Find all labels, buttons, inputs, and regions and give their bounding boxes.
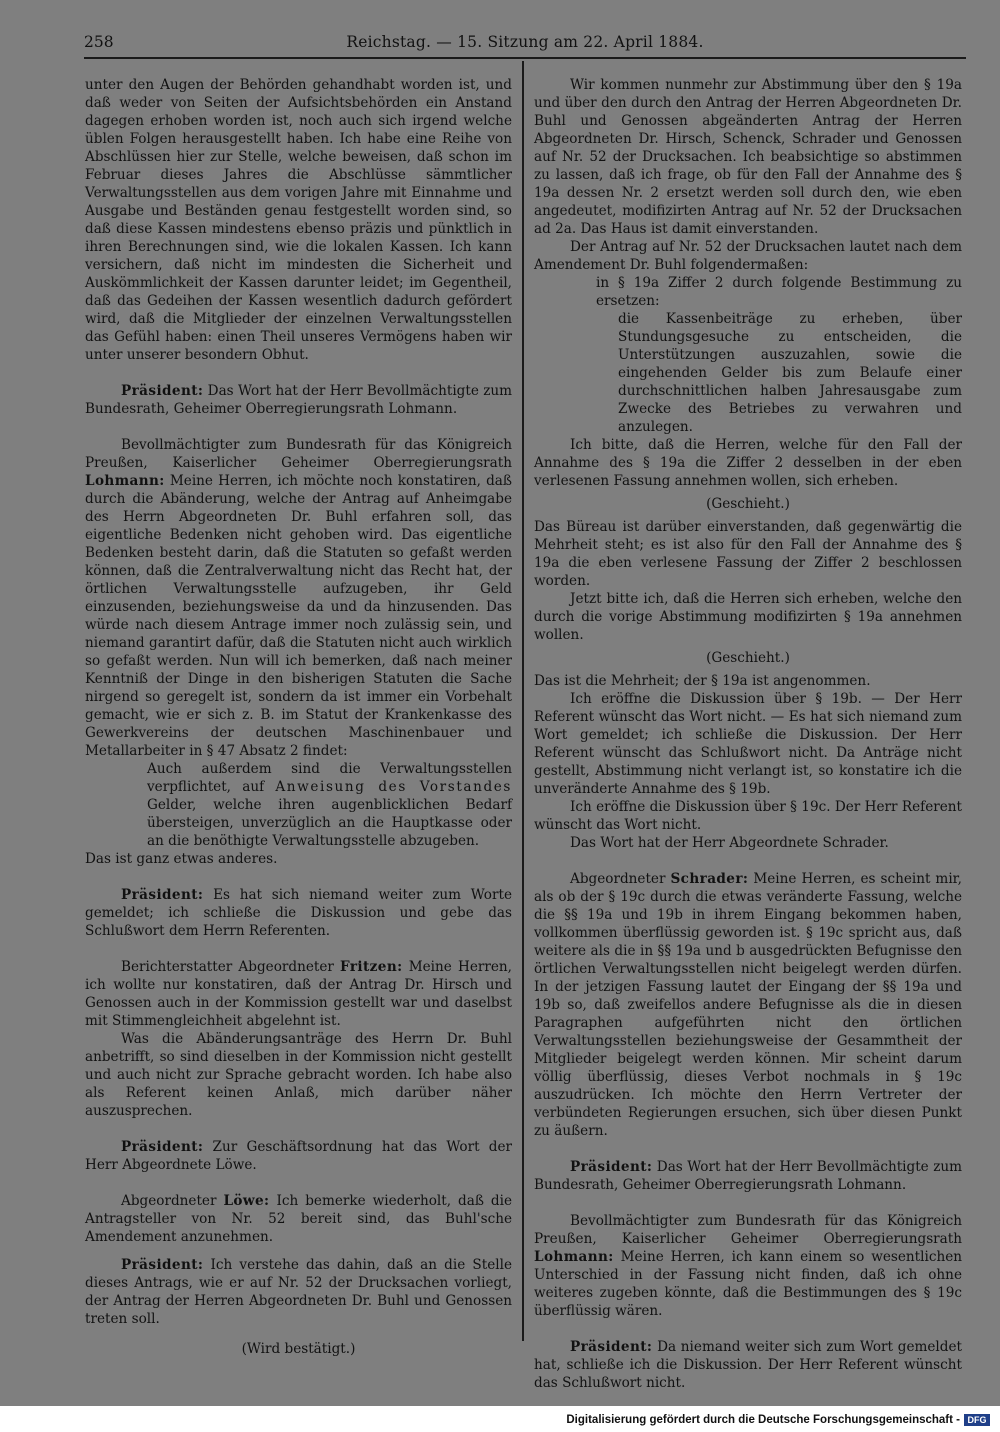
block-quote: die Kassenbeiträge zu erheben, über Stundungsgesuche zu entscheiden, die Unterstützungen auszuzahlen, sowie die eingehenden Gelder bis zum Belaufe einer durchschnittlichen halben Jahresausgabe zum Zwecke des Betriebes zu verwahren und anzulegen. bbox=[618, 311, 962, 435]
paragraph: Was die Abänderungsanträge des Herrn Dr. Buhl anbetrifft, so sind dieselben in der Kommission nicht gestellt und auch nicht zur Sprache gebracht worden. Ich habe also als Referent keinen Anlaß, mich darüber näher auszusprechen. bbox=[85, 1031, 512, 1119]
dfg-logo: DFG bbox=[964, 1414, 990, 1426]
emphasis-spaced: Anweisung des Vorstandes bbox=[275, 779, 512, 795]
paragraph: Bevollmächtigter zum Bundesrath für das Königreich Preußen, Kaiserlicher Geheimer Oberregierungsrath Lohmann: Meine Herren, ich möchte noch konstatiren, daß durch die Abänderung, welche der Antrag auf Anheimgabe des Herrn Abgeordneten Dr. Buhl erfahren soll, das eigentliche Bedenken nicht gehoben wird. Das eigentliche Bedenken besteht darin, daß die Statuten so gefaßt werden können, daß die Zentralverwaltung nicht das Recht hat, der örtlichen Verwaltungsstelle aufzugeben, ihr Geld einzusenden, beziehungsweise da und da hinzusenden. Das würde nach diesem Antrage immer noch zulässig sein, und niemand garantirt dafür, daß die Statuten nicht auch wirklich so gefaßt werden. Nun will ich bemerken, daß nach meiner Kenntniß der Dinge in den bisherigen Statuten die Sache nirgend so geregelt ist, sondern da ist immer ein Vorbehalt gemacht, wie er sich z. B. im Statut der Krankenkasse des Gewerkvereins der deutschen Maschinenbauer und Metallarbeiter in § 47 Absatz 2 findet: bbox=[85, 437, 512, 759]
paragraph: Präsident: Das Wort hat der Herr Bevollmächtigte zum Bundesrath, Geheimer Oberregierungsrath Lohmann. bbox=[534, 1159, 962, 1193]
procedural-note: (Geschieht.) bbox=[706, 650, 790, 666]
paragraph: Präsident: Ich verstehe das dahin, daß an die Stelle dieses Antrags, wie er auf Nr. 52 der Drucksachen vorliegt, der Antrag der Herren Abgeordneten Dr. Buhl und Genossen treten soll. bbox=[85, 1257, 512, 1327]
header-rule bbox=[84, 57, 966, 59]
paragraph: Der Antrag auf Nr. 52 der Drucksachen lautet nach dem Amendement Dr. Buhl folgendermaßen: bbox=[534, 239, 962, 273]
page-number: 258 bbox=[84, 33, 114, 51]
paragraph: Das ist die Mehrheit; der § 19a ist angenommen. bbox=[534, 673, 871, 689]
speaker-name: Präsident: bbox=[121, 887, 204, 903]
paragraph: Präsident: Zur Geschäftsordnung hat das Wort der Herr Abgeordnete Löwe. bbox=[85, 1139, 512, 1173]
credit-text: Digitalisierung gefördert durch die Deutsche Forschungsgemeinschaft - bbox=[566, 1414, 960, 1426]
speaker-name: Präsident: bbox=[121, 383, 204, 399]
speaker-name: Präsident: bbox=[570, 1159, 653, 1175]
speaker-name: Präsident: bbox=[570, 1339, 653, 1355]
block-quote: in § 19a Ziffer 2 durch folgende Bestimmung zu ersetzen: bbox=[596, 275, 962, 309]
column-divider bbox=[522, 61, 524, 1341]
digitization-credit bbox=[566, 1414, 990, 1426]
paragraph: Berichterstatter Abgeordneter Fritzen: Meine Herren, ich wollte nur konstatiren, daß der Antrag Dr. Hirsch und Genossen auch in der Kommission gestellt war und daselbst mit Stimmengleichheit abgelehnt ist. bbox=[85, 959, 512, 1029]
paragraph: Ich eröffne die Diskussion über § 19b. — Der Herr Referent wünscht das Wort nicht. — Es hat sich niemand zum Wort gemeldet; ich schließe die Diskussion. Der Herr Referent wünscht das Schlußwort nicht. Da Anträge nicht gestellt, Abstimmung nicht verlangt ist, so konstatire ich die unveränderte Annahme des § 19b. bbox=[534, 691, 962, 797]
paragraph: Präsident: Es hat sich niemand weiter zum Worte gemeldet; ich schließe die Diskussion und gebe das Schlußwort dem Herrn Referenten. bbox=[85, 887, 512, 939]
paragraph: Abgeordneter Löwe: Ich bemerke wiederholt, daß die Antragsteller von Nr. 52 bereit sind, das Buhl'sche Amendement anzunehmen. bbox=[85, 1193, 512, 1245]
paragraph: Abgeordneter Schrader: Meine Herren, es scheint mir, als ob der § 19c durch die etwas veränderte Fassung, welche die §§ 19a und 19b in ihrem Eingang bekommen haben, vollkommen überflüssig geworden ist. § 19c spricht aus, daß weitere als die in §§ 19a und b ausgedrückten Befugnisse den örtlichen Verwaltungsstellen nicht beigelegt werden dürfen. In der jetzigen Fassung lautet der Eingang der §§ 19a und 19b so, daß zweifellos andere Befugnisse als die in diesen Paragraphen aufgeführten nicht den örtlichen Verwaltungsstellen beziehungsweise der Gesammtheit der Mitglieder beigelegt werden können. Mir scheint darum völlig überflüssig, dieses Verbot nochmals in § 19c auszudrücken. Ich möchte den Herrn Vertreter der verbündeten Regierungen ersuchen, sich über diesen Punkt zu äußern. bbox=[534, 871, 962, 1139]
paragraph: Das ist ganz etwas anderes. bbox=[85, 851, 278, 867]
paragraph: Präsident: Das Wort hat der Herr Bevollmächtigte zum Bundesrath, Geheimer Oberregierungsrath Lohmann. bbox=[85, 383, 513, 417]
procedural-note: (Geschieht.) bbox=[706, 496, 790, 512]
speaker-name: Schrader: bbox=[670, 871, 749, 887]
procedural-note: (Wird bestätigt.) bbox=[241, 1341, 356, 1357]
block-quote: Auch außerdem sind die Verwaltungsstellen verpflichtet, auf Anweisung des Vorstandes Gelder, welche ihren augenblicklichen Bedarf übersteigen, unverzüglich an die Hauptkasse oder an die benöthigte Verwaltungsstelle abzugeben. bbox=[147, 761, 512, 849]
paragraph: Ich bitte, daß die Herren, welche für den Fall der Annahme des § 19a die Ziffer 2 desselben in der eben verlesenen Fassung annehmen wollen, sich erheben. bbox=[534, 437, 962, 489]
speaker-name: Präsident: bbox=[121, 1139, 204, 1155]
speaker-name: Präsident: bbox=[121, 1257, 204, 1273]
paragraph: Bevollmächtigter zum Bundesrath für das Königreich Preußen, Kaiserlicher Geheimer Oberregierungsrath Lohmann: Meine Herren, ich kann einem so wesentlichen Unterschied in der Fassung nicht finden, daß ich ohne weiteres zugeben könnte, daß die Bestimmungen des § 19c überflüssig wären. bbox=[534, 1213, 962, 1319]
speaker-name: Lohmann: bbox=[85, 473, 165, 489]
left-column bbox=[85, 76, 512, 1363]
speaker-name: Lohmann: bbox=[534, 1249, 614, 1265]
paragraph: Präsident: Da niemand weiter sich zum Wort gemeldet hat, schließe ich die Diskussion. Der Herr Referent wünscht das Schlußwort nicht. bbox=[534, 1339, 962, 1391]
paragraph: Wir kommen nunmehr zur Abstimmung über den § 19a und über den durch den Antrag der Herren Abgeordneten Dr. Buhl und Genossen abgeänderten Antrag der Herren Abgeordneten Dr. Hirsch, Schenck, Schrader und Genossen auf Nr. 52 der Drucksachen. Ich beabsichtige so abstimmen zu lassen, daß ich frage, ob für den Fall der Annahme des § 19a dessen Nr. 2 ersetzt werden soll durch den, wie eben angedeutet, modifizirten Antrag auf Nr. 52 der Drucksachen ad 2a. Das Haus ist damit einverstanden. bbox=[534, 77, 962, 237]
speaker-name: Löwe: bbox=[223, 1193, 270, 1209]
paragraph: Das Wort hat der Herr Abgeordnete Schrader. bbox=[570, 835, 889, 851]
paragraph: Ich eröffne die Diskussion über § 19c. Der Herr Referent wünscht das Wort nicht. bbox=[534, 799, 962, 833]
paragraph: unter den Augen der Behörden gehandhabt worden ist, und daß weder von Seiten der Aufsichtsbehörden ein Anstand dagegen erhoben worden ist, noch auch sich irgend welche üblen Folgen herausgestellt haben. Ich habe eine Reihe von Abschlüssen hier zur Stelle, welche beweisen, daß schon im Februar dieses Jahres die Abschlüsse sämmtlicher Verwaltungsstellen aus dem vorigen Jahre mit Einnahme und Ausgabe und Beständen genau festgestellt worden sind, so daß diese Kassen mindestens ebenso präzis und pünktlich in ihren Berechnungen sind, wie die lokalen Kassen. Ich kann versichern, daß nicht im mindesten die Sicherheit und Auskömmlichkeit der Kassen darunter leidet; im Gegentheil, daß das Gedeihen der Kassen wesentlich dadurch gefördert wird, daß die Mitglieder der einzelnen Verwaltungsstellen das Gefühl haben: einen Theil unseres Vermögens haben wir unter unserer besondern Obhut. bbox=[85, 77, 512, 363]
paragraph: Das Büreau ist darüber einverstanden, daß gegenwärtig die Mehrheit steht; es ist also für den Fall der Annahme des § 19a die eben verlesene Fassung der Ziffer 2 beschlossen worden. bbox=[534, 519, 962, 589]
speaker-name: Fritzen: bbox=[340, 959, 403, 975]
right-column bbox=[534, 76, 962, 1392]
page-header bbox=[84, 31, 966, 57]
paragraph: Jetzt bitte ich, daß die Herren sich erheben, welche den durch die vorige Abstimmung modifizirten § 19a annehmen wollen. bbox=[534, 591, 962, 643]
running-title: Reichstag. — 15. Sitzung am 22. April 1884. bbox=[346, 33, 704, 51]
